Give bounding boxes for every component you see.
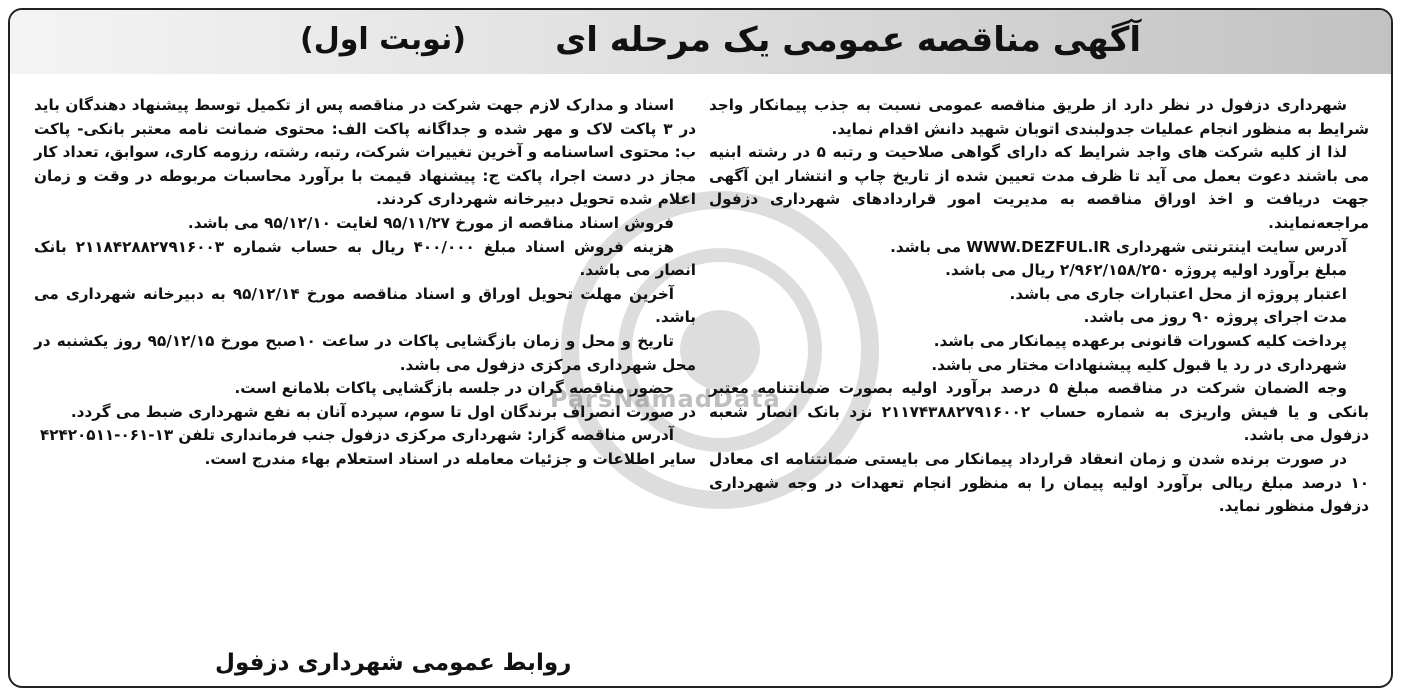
paragraph: پرداخت کلیه کسورات قانونی برعهده پیمانکار می باشد. <box>933 331 1347 350</box>
paragraph: در صورت انصراف برندگان اول تا سوم، سپرده آنان به نفع شهرداری ضبط می گردد. <box>70 402 696 421</box>
paragraph: شهرداری در رد یا قبول کلیه پیشنهادات مختار می باشد. <box>931 355 1347 374</box>
signature: روابط عمومی شهرداری دزفول <box>215 650 572 676</box>
notice-title: آگهی مناقصه عمومی یک مرحله ای <box>555 20 1141 60</box>
tender-notice <box>8 8 1393 688</box>
right-column <box>709 94 1369 519</box>
paragraph: وجه الضمان شرکت در مناقصه مبلغ ۵ درصد برآورد اولیه بصورت ضمانتنامه معتبر بانکی و یا فیش واریزی به شماره حساب ۲۱۱۷۴۳۸۸۲۷۹۱۶۰۰۲ نزد بانک انصار شعبه دزفول می باشد. <box>709 379 1369 445</box>
paragraph: در صورت برنده شدن و زمان انعقاد قرارداد پیمانکار می بایستی ضمانتنامه ای معادل ۱۰ درصد مبلغ ریالی برآورد اولیه پیمان را به منظور انجام تعهدات در وجه شهرداری دزفول منظور نماید. <box>709 449 1369 516</box>
paragraph: حضور مناقصه گران در جلسه بازگشایی پاکات بلامانع است. <box>234 379 674 398</box>
paragraph: آخرین مهلت تحویل اوراق و اسناد مناقصه مورخ ۹۵/۱۲/۱۴ به دبیرخانه شهرداری می باشد. <box>34 284 696 327</box>
paragraph: اسناد و مدارک لازم جهت شرکت در مناقصه پس از تکمیل توسط پیشنهاد دهندگان باید در ۳ پاکت لاک و مهر شده و جداگانه پاکت الف: محتوی ضمانت نامه معتبر بانکی- پاکت ب: محتوی اساسنامه و آخرین تغییرات شرکت، رتبه، رشته، رزومه کاری، سوابق، تعداد کار مجاز در دست اجرا، پاکت ج: پیشنهاد قیمت با برآورد محاسبات مربوطه در وقت و زمان اعلام شده تحویل دبیرخانه شهرداری کردند. <box>34 96 696 209</box>
paragraph: آدرس سایت اینترنتی شهرداری WWW.DEZFUL.IR می باشد. <box>890 237 1347 256</box>
paragraph: تاریخ و محل و زمان بازگشایی پاکات در ساعت ۱۰صبح مورخ ۹۵/۱۲/۱۵ روز یکشنبه در محل شهرداری مرکزی دزفول می باشد. <box>34 331 696 374</box>
header-bar <box>10 10 1391 74</box>
paragraph: مدت اجرای پروژه ۹۰ روز می باشد. <box>1083 308 1347 327</box>
notice-round: (نوبت اول) <box>300 22 466 57</box>
paragraph: مبلغ برآورد اولیه پروژه ۲/۹۶۲/۱۵۸/۲۵۰ ریال می باشد. <box>945 261 1347 280</box>
paragraph: لذا از کلیه شرکت های واجد شرایط که دارای گواهی صلاحیت و رتبه ۵ در رشته ابنیه می باشند دعوت بعمل می آید تا ظرف مدت تعیین شده از تاریخ چاپ و انتشار این آگهی جهت دریافت و اخذ اوراق مناقصه به مدیریت امور قراردادهای شهرداری دزفول مراجعه‌نمایند. <box>709 143 1369 232</box>
paragraph: شهرداری دزفول در نظر دارد از طریق مناقصه عمومی نسبت به جذب پیمانکار واجد شرایط به منظور انجام عملیات جدولبندی اتوبان شهید دانش اقدام نماید. <box>709 96 1369 138</box>
paragraph: سایر اطلاعات و جزئیات معامله در اسناد استعلام بهاء مندرج است. <box>204 449 696 468</box>
paragraph: آدرس مناقصه گزار: شهرداری مرکزی دزفول جنب فرمانداری تلفن ۱۳-۰۶۱-۴۲۴۲۰۵۱۱ <box>39 426 674 445</box>
paragraph: اعتبار پروژه از محل اعتبارات جاری می باشد. <box>1009 284 1347 303</box>
paragraph: فروش اسناد مناقصه از مورخ ۹۵/۱۱/۲۷ لغایت ۹۵/۱۲/۱۰ می باشد. <box>187 213 674 232</box>
left-column <box>34 94 696 472</box>
watermark-text: ParsNamadData <box>550 385 781 413</box>
paragraph: هزینه فروش اسناد مبلغ ۴۰۰/۰۰۰ ریال به حساب شماره ۲۱۱۸۴۲۸۸۲۷۹۱۶۰۰۳ بانک انصار می باشد. <box>34 237 696 280</box>
